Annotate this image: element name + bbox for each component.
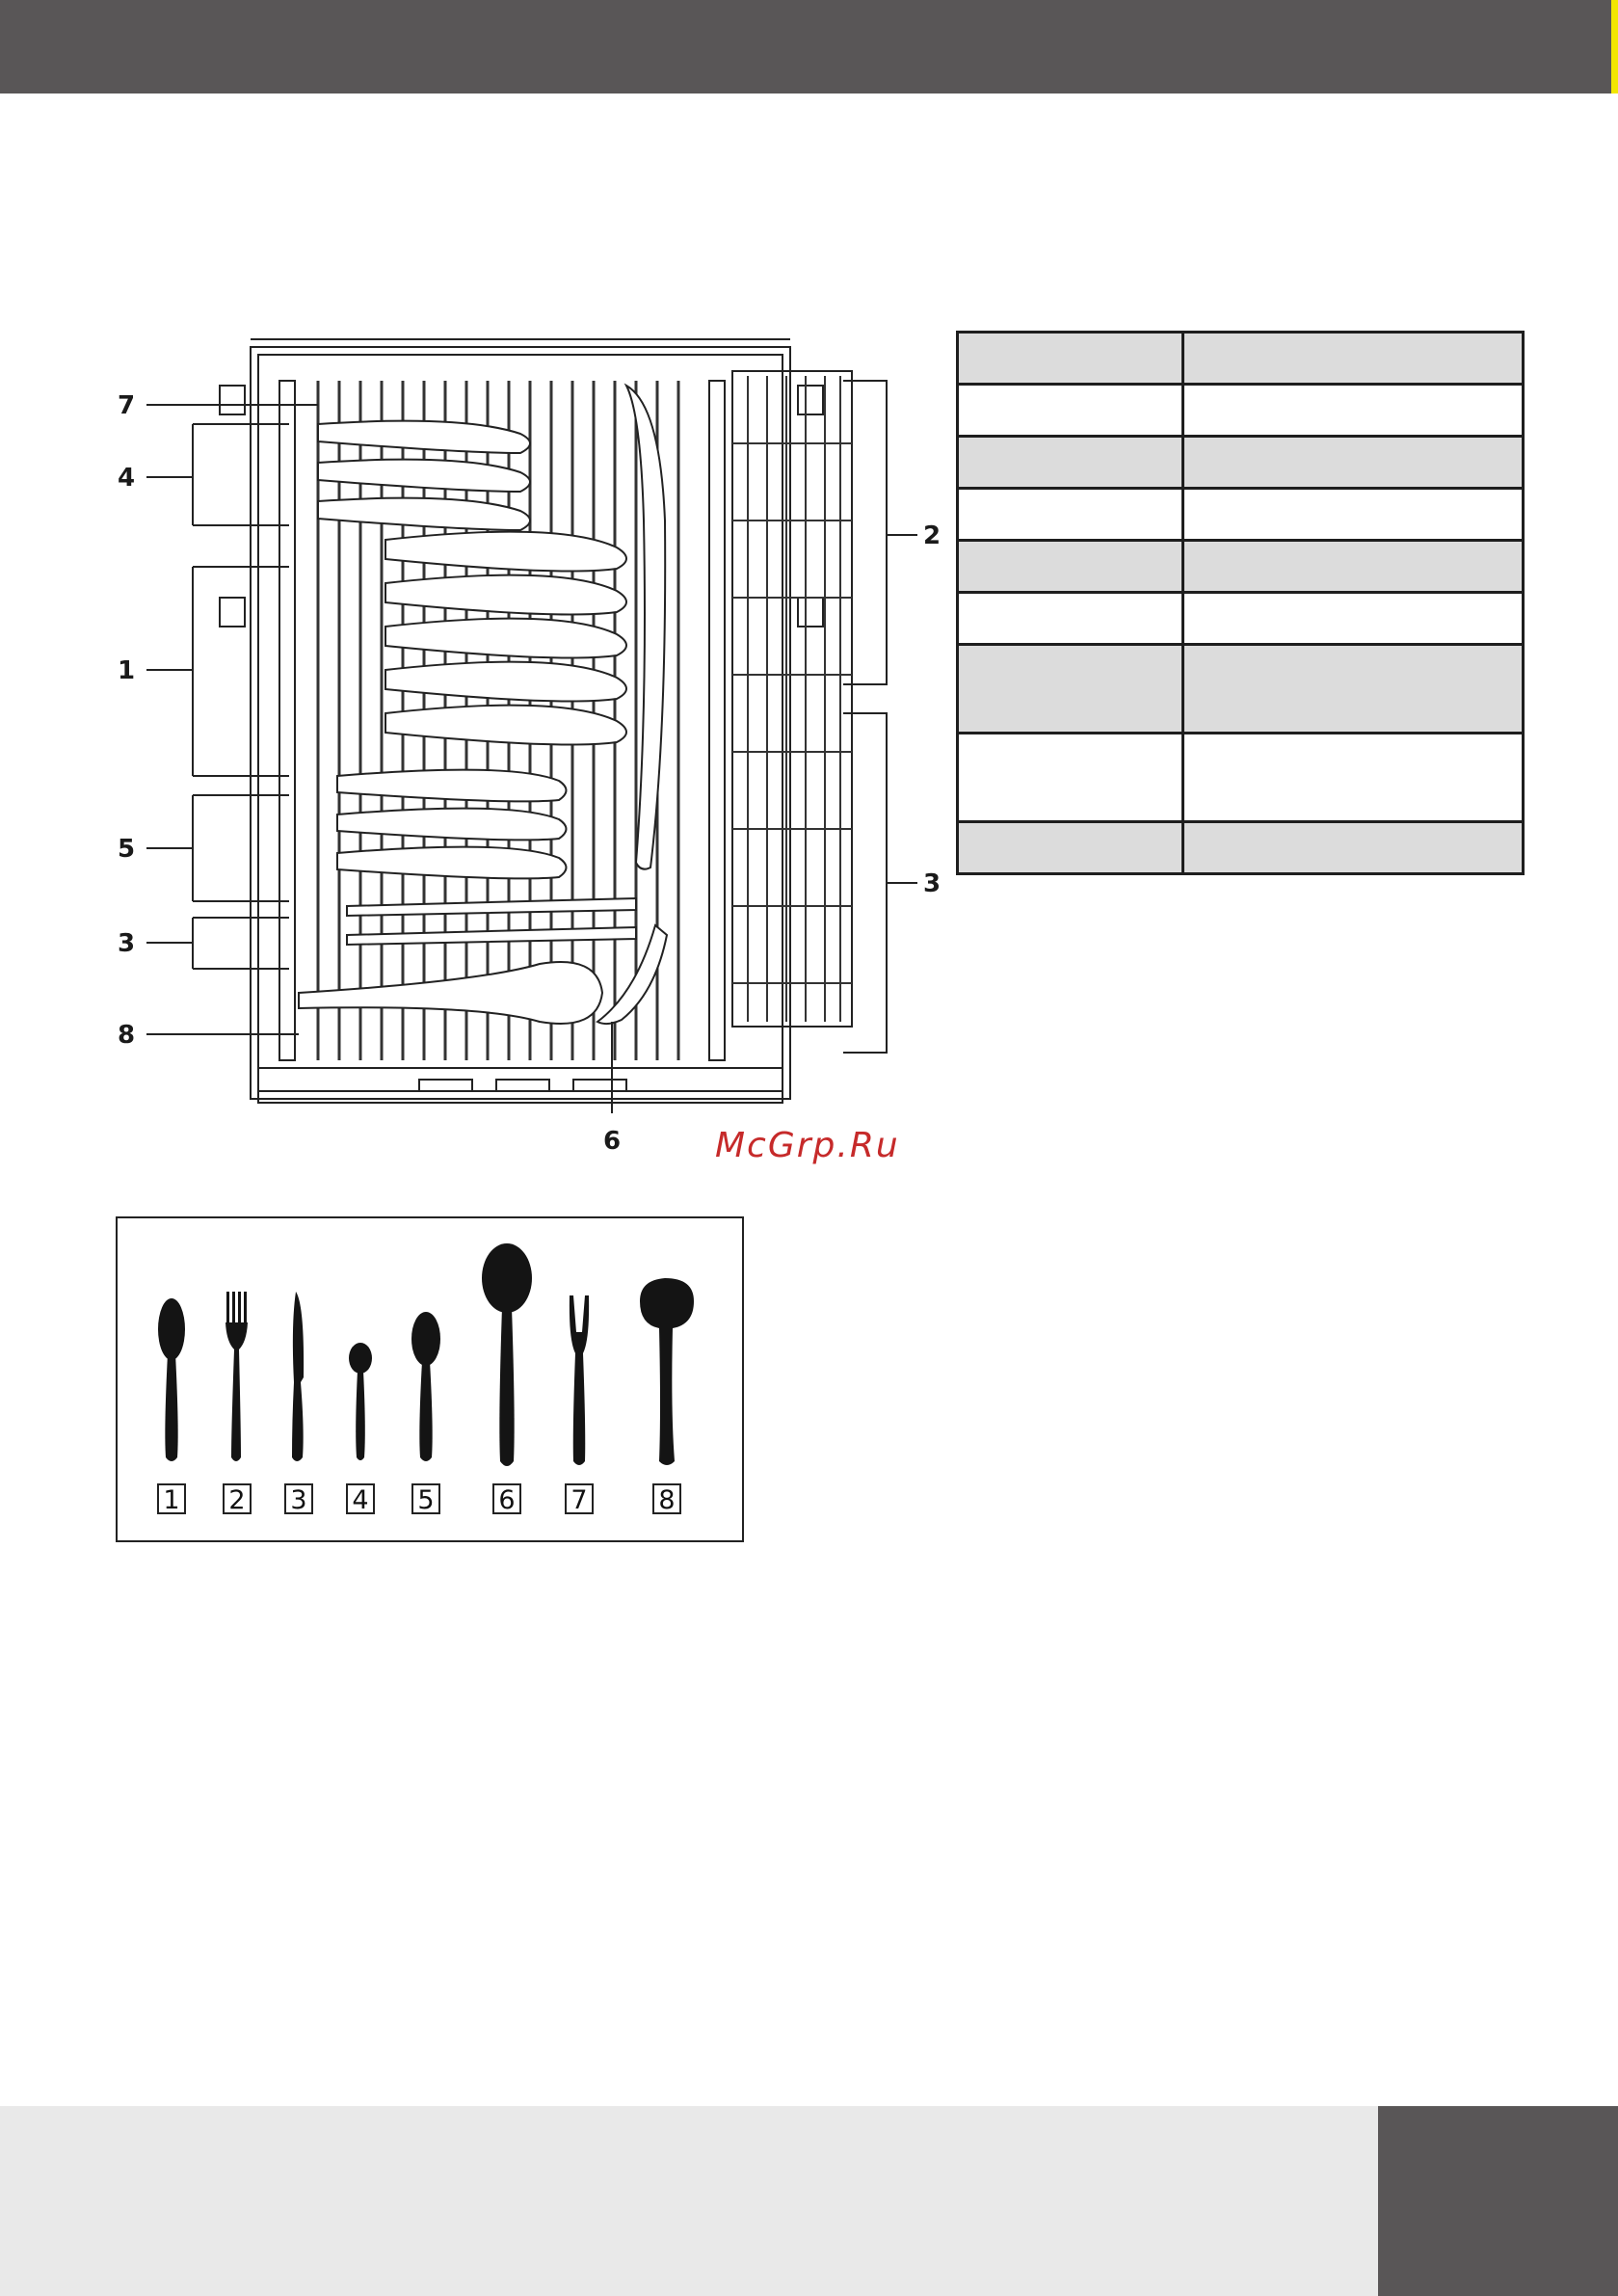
serving-fork-icon — [570, 1295, 589, 1465]
table-row — [958, 489, 1524, 541]
table-row — [958, 645, 1524, 734]
ladle-icon — [640, 1278, 694, 1465]
table-row — [958, 333, 1524, 385]
callout-4: 4 — [118, 464, 136, 493]
legend-number-2: 2 — [228, 1485, 246, 1515]
table-cell — [1182, 541, 1523, 593]
footer-band — [0, 2106, 1378, 2296]
legend-number-5: 5 — [417, 1485, 435, 1515]
table-cell — [958, 822, 1183, 874]
table-cell — [1182, 333, 1523, 385]
table-cell — [1182, 437, 1523, 489]
table-row — [958, 593, 1524, 645]
table-row — [958, 734, 1524, 822]
legend-number-3: 3 — [290, 1485, 307, 1515]
legend-number-7: 7 — [570, 1485, 588, 1515]
info-table — [956, 331, 1525, 875]
table-cell — [958, 489, 1183, 541]
callout-6: 6 — [603, 1127, 622, 1156]
knife-icon — [292, 1292, 304, 1461]
table-cell — [1182, 489, 1523, 541]
rack-handle — [258, 1068, 782, 1103]
legend-number-8: 8 — [658, 1485, 676, 1515]
callout-2: 2 — [923, 521, 942, 550]
callout-1: 1 — [118, 656, 136, 685]
table-cell — [958, 645, 1183, 734]
table-row — [958, 437, 1524, 489]
cutlery-legend — [116, 1216, 744, 1542]
callout-3-right: 3 — [923, 869, 942, 898]
serving-spoon-icon — [482, 1243, 532, 1466]
table-cell — [1182, 385, 1523, 437]
table-cell — [958, 437, 1183, 489]
table-row — [958, 822, 1524, 874]
tablespoon-icon — [158, 1298, 185, 1461]
callout-7: 7 — [118, 391, 136, 420]
table-cell — [958, 385, 1183, 437]
table-cell — [958, 541, 1183, 593]
teaspoon-icon — [349, 1343, 372, 1460]
dessert-spoon-icon — [411, 1312, 440, 1461]
legend-number-6: 6 — [498, 1485, 516, 1515]
table-cell — [1182, 645, 1523, 734]
header-accent-strip — [1611, 0, 1618, 93]
legend-number-1: 1 — [163, 1485, 180, 1515]
callout-5: 5 — [118, 835, 136, 864]
right-compartment — [732, 371, 852, 1027]
watermark: McGrp.Ru — [715, 1126, 900, 1165]
callout-8: 8 — [118, 1021, 136, 1050]
cutlery-rack-diagram — [96, 328, 944, 1176]
table-row — [958, 541, 1524, 593]
header-bar — [0, 0, 1618, 93]
table-cell — [1182, 822, 1523, 874]
table-cell — [1182, 593, 1523, 645]
callout-3-left: 3 — [118, 929, 136, 958]
table-cell — [958, 593, 1183, 645]
legend-number-4: 4 — [352, 1485, 369, 1515]
fork-icon — [225, 1292, 248, 1461]
table-cell — [958, 734, 1183, 822]
table-cell — [958, 333, 1183, 385]
table-row — [958, 385, 1524, 437]
table-cell — [1182, 734, 1523, 822]
page-number-tab — [1378, 2106, 1618, 2296]
